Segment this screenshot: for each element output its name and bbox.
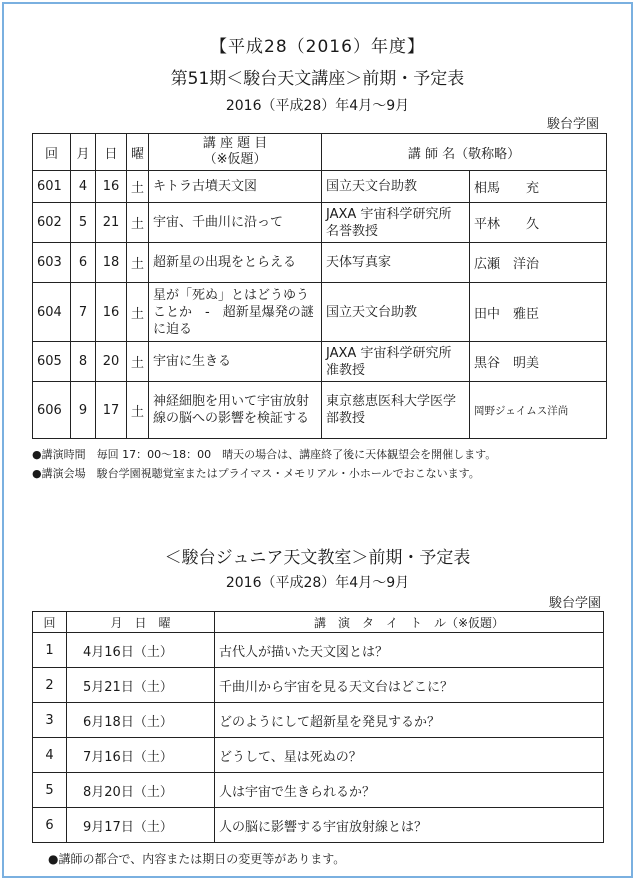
table-header-row bbox=[33, 612, 604, 633]
note-venue: ●講演会場 駿台学園視聴覚室またはプライマス・メモリアル・小ホールでおこないます。 bbox=[32, 467, 480, 480]
cell-day: 20 bbox=[96, 342, 127, 382]
cell-no: 2 bbox=[33, 668, 67, 703]
cell-month: 6 bbox=[71, 243, 96, 283]
cell-no: 3 bbox=[33, 703, 67, 738]
table-row bbox=[33, 738, 604, 773]
table-row bbox=[33, 773, 604, 808]
header-title: 講 演 タ イ ト ル（※仮題） bbox=[215, 612, 604, 633]
cell-affiliation: 東京慈恵医科大学医学部教授 bbox=[322, 382, 470, 439]
cell-no: 603 bbox=[33, 243, 71, 283]
cell-day: 16 bbox=[96, 171, 127, 203]
cell-affiliation: JAXA 宇宙科学研究所 准教授 bbox=[322, 342, 470, 382]
table-row bbox=[33, 171, 607, 203]
cell-affiliation: 国立天文台助教 bbox=[322, 283, 470, 342]
cell-topic: キトラ古墳天文図 bbox=[149, 171, 322, 203]
cell-date: 5月21日（土） bbox=[67, 668, 215, 703]
cell-lecturer: 平林 久 bbox=[470, 203, 607, 243]
header-day: 日 bbox=[96, 134, 127, 171]
header-topic: 講 座 題 目 （※仮題） bbox=[149, 134, 322, 171]
table-row bbox=[33, 243, 607, 283]
junior-organizer: 駿台学園 bbox=[548, 596, 601, 611]
cell-lecturer: 相馬 充 bbox=[470, 171, 607, 203]
table-row bbox=[33, 283, 607, 342]
cell-no: 602 bbox=[33, 203, 71, 243]
cell-topic: 星が「死ぬ」とはどうゆうことか - 超新星爆発の謎に迫る bbox=[149, 283, 322, 342]
table-row bbox=[33, 808, 604, 843]
table-row bbox=[33, 203, 607, 243]
table-row bbox=[33, 342, 607, 382]
cell-no: 4 bbox=[33, 738, 67, 773]
junior-period: 2016（平成28）年4月～9月 bbox=[225, 575, 410, 591]
cell-weekday: 土 bbox=[127, 283, 149, 342]
page-title: 【平成28（2016）年度】 bbox=[210, 37, 425, 57]
cell-title: 人は宇宙で生きられるか？ bbox=[215, 773, 604, 808]
cell-date: 8月20日（土） bbox=[67, 773, 215, 808]
cell-month: 4 bbox=[71, 171, 96, 203]
cell-no: 6 bbox=[33, 808, 67, 843]
cell-no: 601 bbox=[33, 171, 71, 203]
cell-topic: 宇宙に生きる bbox=[149, 342, 322, 382]
course-title: 第51期＜駿台天文講座＞前期・予定表 bbox=[170, 69, 465, 89]
header-date: 月 日 曜 bbox=[67, 612, 215, 633]
cell-affiliation: JAXA 宇宙科学研究所 名誉教授 bbox=[322, 203, 470, 243]
cell-title: どうして、星は死ぬの？ bbox=[215, 738, 604, 773]
header-no: 回 bbox=[33, 612, 67, 633]
cell-topic: 神経細胞を用いて宇宙放射線の脳への影響を検証する bbox=[149, 382, 322, 439]
cell-day: 18 bbox=[96, 243, 127, 283]
junior-note: ●講師の都合で、内容または期日の変更等があります。 bbox=[48, 852, 346, 866]
cell-month: 9 bbox=[71, 382, 96, 439]
cell-month: 8 bbox=[71, 342, 96, 382]
cell-no: 604 bbox=[33, 283, 71, 342]
cell-no: 5 bbox=[33, 773, 67, 808]
junior-title: ＜駿台ジュニア天文教室＞前期・予定表 bbox=[164, 548, 471, 568]
course-schedule-table bbox=[32, 133, 607, 439]
cell-lecturer: 岡野ジェイムス洋尚 bbox=[470, 382, 607, 439]
course-period: 2016（平成28）年4月～9月 bbox=[225, 98, 410, 114]
cell-month: 5 bbox=[71, 203, 96, 243]
cell-day: 21 bbox=[96, 203, 127, 243]
junior-schedule-table bbox=[32, 611, 604, 843]
cell-weekday: 土 bbox=[127, 171, 149, 203]
cell-weekday: 土 bbox=[127, 382, 149, 439]
header-lecturer: 講 師 名（敬称略） bbox=[322, 134, 607, 171]
cell-month: 7 bbox=[71, 283, 96, 342]
cell-lecturer: 広瀬 洋治 bbox=[470, 243, 607, 283]
header-no: 回 bbox=[33, 134, 71, 171]
cell-affiliation: 国立天文台助教 bbox=[322, 171, 470, 203]
cell-no: 606 bbox=[33, 382, 71, 439]
cell-date: 7月16日（土） bbox=[67, 738, 215, 773]
table-row bbox=[33, 633, 604, 668]
cell-no: 1 bbox=[33, 633, 67, 668]
cell-lecturer: 黒谷 明美 bbox=[470, 342, 607, 382]
cell-weekday: 土 bbox=[127, 243, 149, 283]
header-month: 月 bbox=[71, 134, 96, 171]
note-time: ●講演時間 毎回 17：00～18：00 晴天の場合は、講座終了後に天体観望会を開催します。 bbox=[32, 448, 497, 461]
cell-day: 17 bbox=[96, 382, 127, 439]
cell-day: 16 bbox=[96, 283, 127, 342]
header-weekday: 曜 bbox=[127, 134, 149, 171]
cell-title: どのようにして超新星を発見するか？ bbox=[215, 703, 604, 738]
cell-lecturer: 田中 雅臣 bbox=[470, 283, 607, 342]
cell-title: 千曲川から宇宙を見る天文台はどこに？ bbox=[215, 668, 604, 703]
cell-weekday: 土 bbox=[127, 203, 149, 243]
course-notes bbox=[32, 445, 496, 483]
table-row bbox=[33, 668, 604, 703]
cell-date: 4月16日（土） bbox=[67, 633, 215, 668]
cell-no: 605 bbox=[33, 342, 71, 382]
table-row bbox=[33, 382, 607, 439]
cell-topic: 宇宙、千曲川に沿って bbox=[149, 203, 322, 243]
table-header-row bbox=[33, 134, 607, 171]
cell-weekday: 土 bbox=[127, 342, 149, 382]
cell-topic: 超新星の出現をとらえる bbox=[149, 243, 322, 283]
table-row bbox=[33, 703, 604, 738]
course-organizer: 駿台学園 bbox=[546, 117, 599, 132]
cell-date: 9月17日（土） bbox=[67, 808, 215, 843]
cell-date: 6月18日（土） bbox=[67, 703, 215, 738]
cell-affiliation: 天体写真家 bbox=[322, 243, 470, 283]
cell-title: 古代人が描いた天文図とは？ bbox=[215, 633, 604, 668]
cell-title: 人の脳に影響する宇宙放射線とは？ bbox=[215, 808, 604, 843]
